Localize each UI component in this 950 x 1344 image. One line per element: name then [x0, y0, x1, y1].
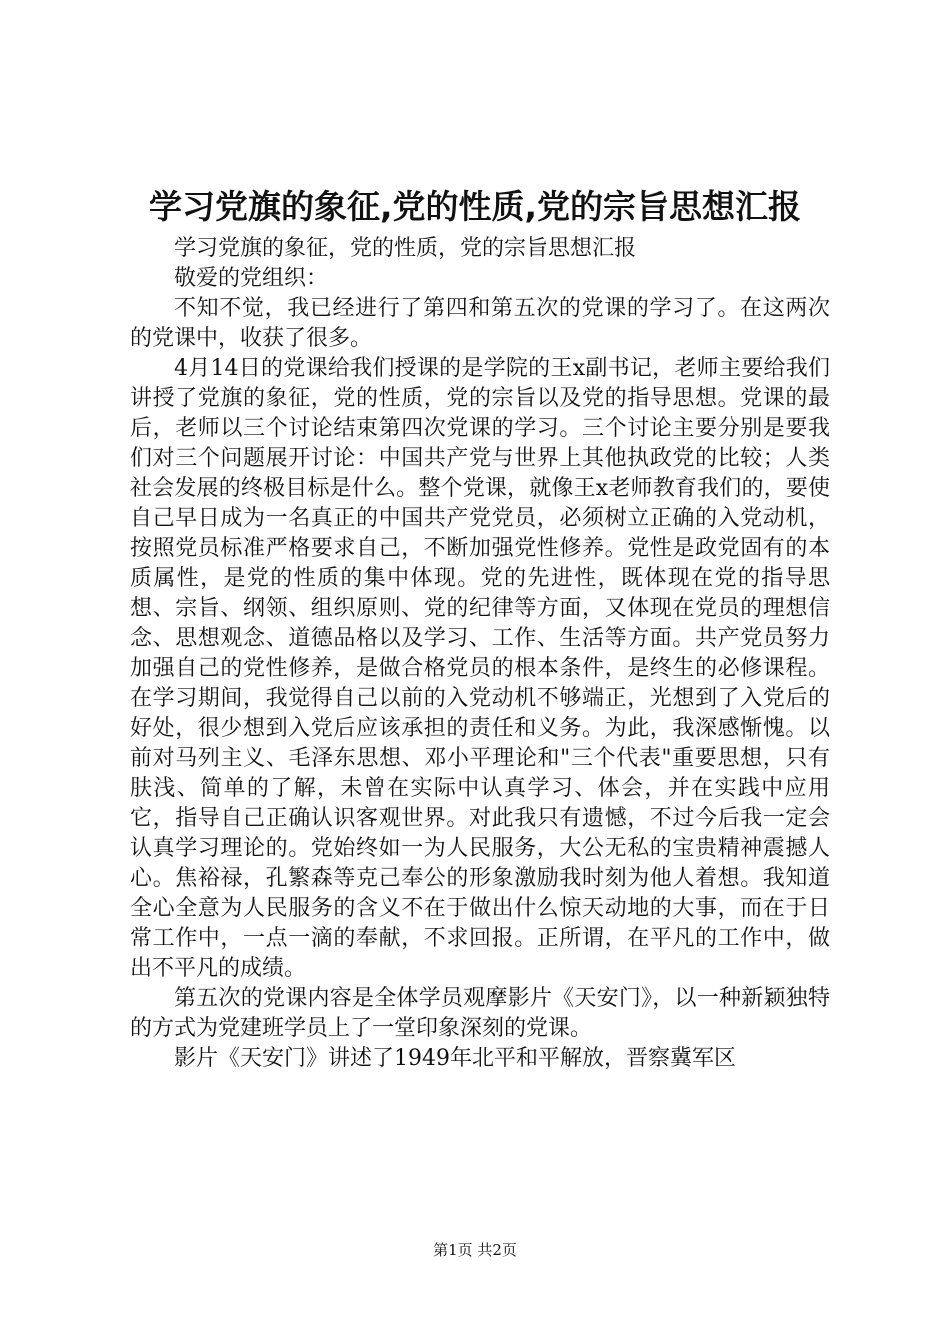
page-number-footer: 第1页 共2页 — [433, 1241, 517, 1259]
body-paragraph: 影片《天安门》讲述了1949年北平和平解放，晋察冀军区 — [174, 1046, 736, 1071]
subtitle-paragraph: 学习党旗的象征，党的性质，党的宗旨思想汇报 — [174, 236, 637, 261]
document-body — [130, 234, 830, 1074]
salutation-paragraph: 敬爱的党组织： — [174, 266, 329, 291]
body-paragraph: 第五次的党课内容是全体学员观摩影片《天安门》，以一种新颖独特的方式为党建班学员上了一堂印象深刻的党课。 — [130, 986, 830, 1041]
document-title: 学习党旗的象征,党的性质,党的宗旨思想汇报 — [148, 187, 802, 226]
body-paragraph: 4月14日的党课给我们授课的是学院的王x副书记，老师主要给我们讲授了党旗的象征，党的性质，党的宗旨以及党的指导思想。党课的最后，老师以三个讨论结束第四次党课的学习。三个讨论主要分别是要我们对三个问题展开讨论：中国共产党与世界上其他执政党的比较；人类社会发展的终极目标是什么。整个党课，就像王x老师教育我们的，要使自己早日成为一名真正的中国共产党党员，必须树立正确的入党动机，按照党员标准严格要求自己，不断加强党性修养。党性是政党固有的本质属性，是党的性质的集中体现。党的先进性，既体现在党的指导思想、宗旨、纲领、组织原则、党的纪律等方面，又体现在党员的理想信念、思想观念、道德品格以及学习、工作、生活等方面。共产党员努力加强自己的党性修养，是做合格党员的根本条件，是终生的必修课程。在学习期间，我觉得自己以前的入党动机不够端正，光想到了入党后的好处，很少想到入党后应该承担的责任和义务。为此，我深感惭愧。以前对马列主义、毛泽东思想、邓小平理论和"三个代表"重要思想，只有肤浅、简单的了解，未曾在实际中认真学习、体会，并在实践中应用它，指导自己正确认识客观世界。对此我只有遗憾，不过今后我一定会认真学习理论的。党始终如一为人民服务，大公无私的宝贵精神震撼人心。焦裕禄，孔繁森等克己奉公的形象激励我时刻为他人着想。我知道全心全意为人民服务的含义不在于做出什么惊天动地的大事，而在于日常工作中，一点一滴的奉献，不求回报。正所谓，在平凡的工作中，做出不平凡的成绩。 — [130, 356, 830, 981]
body-paragraph: 不知不觉，我已经进行了第四和第五次的党课的学习了。在这两次的党课中，收获了很多。 — [130, 296, 830, 351]
